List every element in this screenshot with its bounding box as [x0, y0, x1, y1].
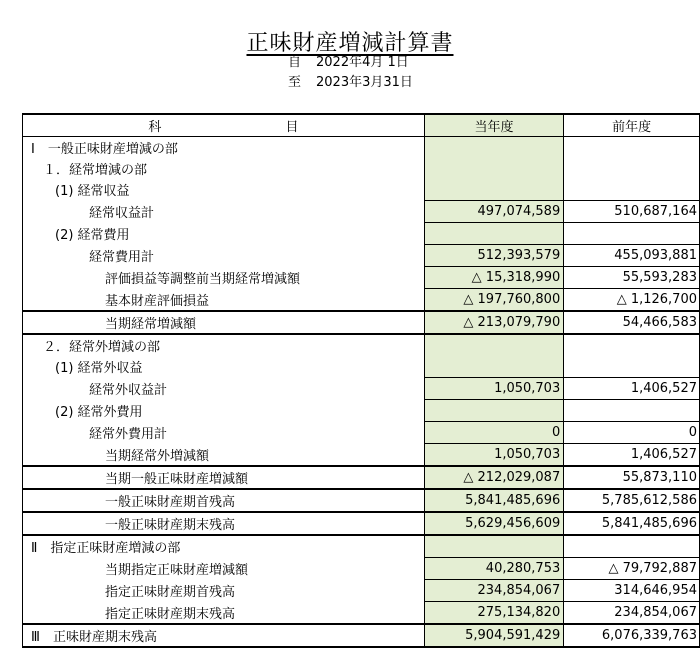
table-row: (1) 経常外収益: [23, 356, 700, 378]
table-row: １．経常増減の部: [23, 158, 700, 179]
table-row: 経常収益計 497,074,589 510,687,164: [23, 201, 700, 223]
table-row: ２．経常外増減の部: [23, 334, 700, 356]
table-row: Ⅱ 指定正味財産増減の部: [23, 535, 700, 558]
table-row: (2) 経常外費用: [23, 400, 700, 422]
header-item: 科 目: [23, 114, 425, 137]
table-row: Ⅰ 一般正味財産増減の部: [23, 137, 700, 159]
table-header-row: [23, 114, 700, 137]
period-from: 自 2022年4月 1日: [288, 55, 409, 70]
table-row: 経常外費用計 0 0: [23, 422, 700, 444]
table-row: 指定正味財産期首残高 234,854,067 314,646,954: [23, 580, 700, 602]
table-row: 基本財産評価損益 △ 197,760,800 △ 1,126,700: [23, 289, 700, 312]
table-row: 評価損益等調整前当期経常増減額 △ 15,318,990 55,593,283: [23, 267, 700, 289]
period-to: 至 2023年3月31日: [288, 75, 413, 90]
table-row: Ⅲ 正味財産期末残高 5,904,591,429 6,076,339,763: [23, 624, 700, 647]
table-row: 一般正味財産期首残高 5,841,485,696 5,785,612,586: [23, 489, 700, 512]
table-row: 当期指定正味財産増減額 40,280,753 △ 79,792,887: [23, 558, 700, 580]
header-current-year: 当年度: [424, 114, 563, 137]
table-row: 経常外収益計 1,050,703 1,406,527: [23, 378, 700, 400]
net-assets-statement-table: [22, 113, 700, 648]
table-row: 当期一般正味財産増減額 △ 212,029,087 55,873,110: [23, 466, 700, 489]
table-row: 当期経常増減額 △ 213,079,790 54,466,583: [23, 311, 700, 334]
table-row: 指定正味財産期末残高 275,134,820 234,854,067: [23, 602, 700, 625]
table-row: 当期経常外増減額 1,050,703 1,406,527: [23, 444, 700, 467]
table-row: 一般正味財産期末残高 5,629,456,609 5,841,485,696: [23, 512, 700, 535]
table-row: 経常費用計 512,393,579 455,093,881: [23, 245, 700, 267]
table-row: (1) 経常収益: [23, 179, 700, 201]
table-row: (2) 経常費用: [23, 223, 700, 245]
header-previous-year: 前年度: [564, 114, 700, 137]
document-title: 正味財産増減計算書: [246, 31, 454, 56]
